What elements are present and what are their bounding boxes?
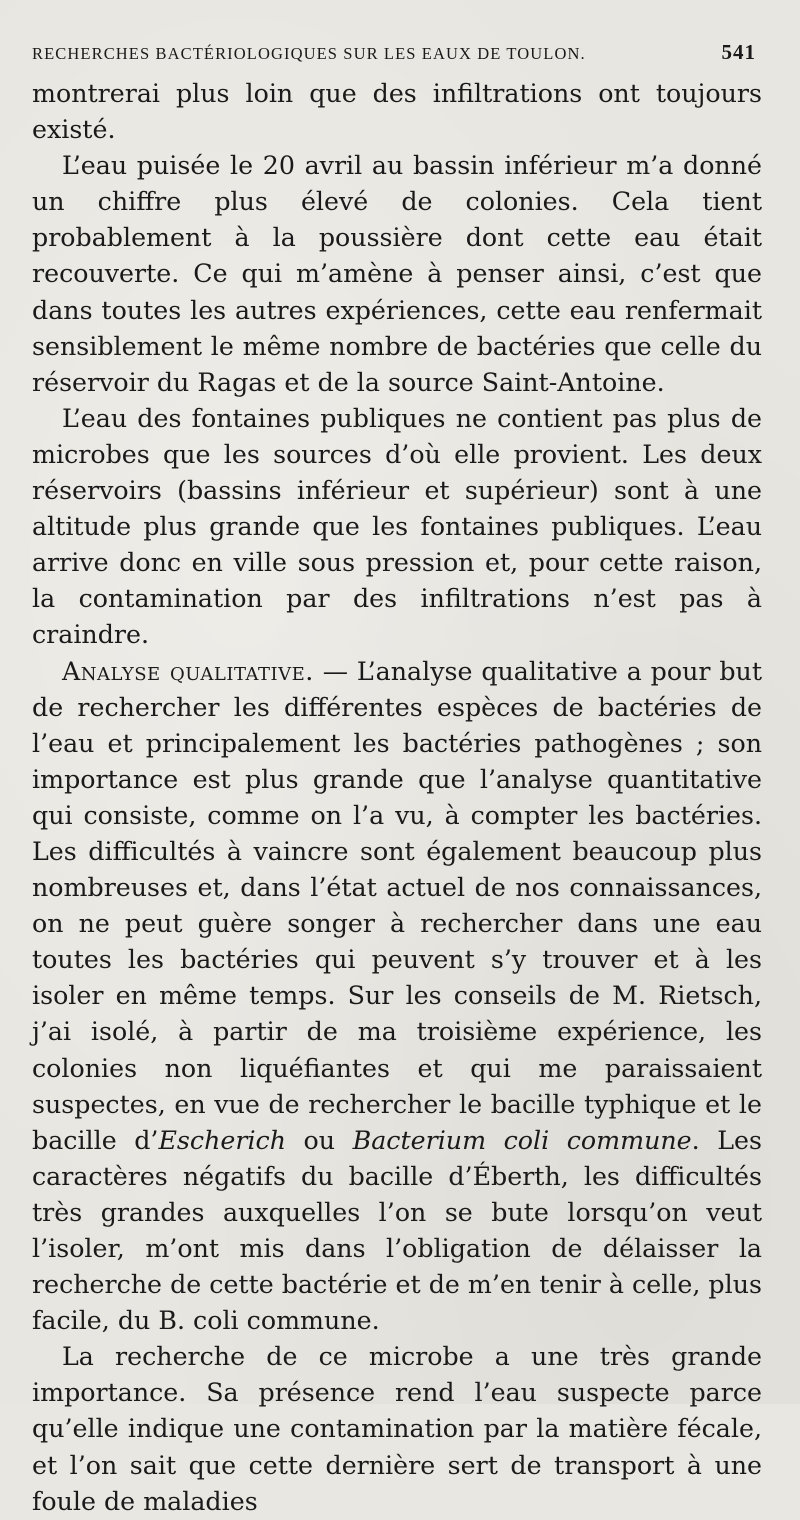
paragraph-text-part: — L’analyse qualitative a pour but de rechercher les différentes espèces de bactéries de l’eau et principalement les bactéries pathogènes ; son importance est plus grande que l’analyse quantitative qui consiste, comme on l’a vu, à compter les bactéries. Les difficultés à vaincre sont également beaucoup plus nombreuses et, dans l’état actuel de nos connaissances, on ne peut guère songer à rechercher dans une eau toutes les bactéries qui peuvent s’y trouver et à les isoler en même temps. Sur les conseils de M. Rietsch, j’ai isolé, à partir de ma troisième expérience, les colonies non liquéfiantes et qui me paraissaient suspectes, en vue de rechercher le bacille typhique et le bacille d’ — [32, 656, 763, 1155]
italic-term: Escherich — [158, 1125, 286, 1155]
paragraph-bassin-inferieur: L’eau puisée le 20 avril au bassin inférieur m’a donné un chiffre plus élevé de colonies. Cela tient probablement à la poussière dont cette eau était recouverte. Ce qui m’amène à penser ainsi, c’est que dans toutes les autres expériences, cette eau renfermait sensiblement le même nombre de bactéries que celle du réservoir du Ragas et de la source Saint-Antoine. — [32, 151, 762, 397]
section-heading: Analyse qualitative. — [62, 656, 314, 686]
italic-term: Bacterium coli commune — [352, 1125, 692, 1155]
paragraph-fontaines-publiques: L’eau des fontaines publiques ne contient pas plus de microbes que les sources d’où elle provient. Les deux réservoirs (bassins inférieur et supérieur) sont à une altitude plus grande que les fontaines publiques. L’eau arrive donc en ville sous pression et, pour cette raison, la contamination par des infiltrations n’est pas à craindre. — [32, 403, 762, 650]
running-head — [32, 40, 762, 74]
running-head-title: RECHERCHES BACTÉRIOLOGIQUES SUR LES EAUX DE TOULON. — [32, 44, 586, 63]
paragraph-continuation: montrerai plus loin que des infiltrations ont toujours existé. — [32, 79, 762, 145]
paragraph-recherche-microbe: La recherche de ce microbe a une très grande importance. Sa présence rend l’eau suspecte parce qu’elle indique une contamination par la matière fécale, et l’on sait que cette dernière sert de transport à une foule de maladies — [32, 1342, 762, 1516]
paragraph-text-part: . Les caractères négatifs du bacille d’Éberth, les difficultés très grandes auxquelles l’on se bute lorsqu’on veut l’isoler, m’ont mis dans l’obligation de délaisser la recherche de cette bactérie et de m’en tenir à celle, plus facile, du B. coli commune. — [32, 1125, 763, 1336]
paragraph-analyse-qualitative — [32, 654, 762, 1340]
page-number: 541 — [721, 40, 756, 64]
body-text — [32, 76, 762, 1520]
paragraph-text-part: ou — [286, 1125, 353, 1155]
